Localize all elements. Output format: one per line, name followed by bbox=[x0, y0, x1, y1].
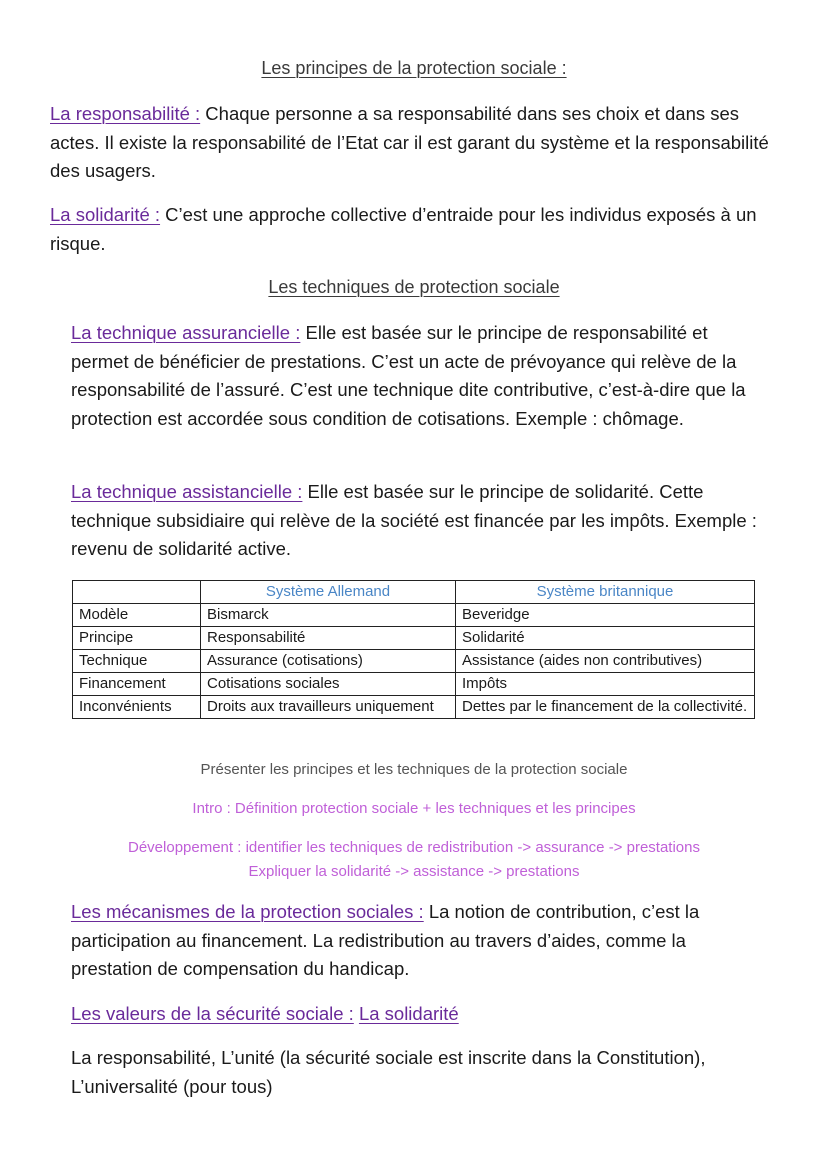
definition-assurancielle: Elle est basée sur le principe de responsabilité et permet de bénéficier de prestations. C’est un acte de prévoyance qui relève de la responsabilité de l’assuré. C’est une technique dite contributive, c’est-à-dire que la protection est accordée sous condition de cotisations. Exemple : chômage. bbox=[71, 322, 746, 429]
table-cell: Bismarck bbox=[201, 604, 456, 627]
paragraph-assurancielle bbox=[71, 319, 763, 433]
table-cell: Technique bbox=[73, 650, 201, 673]
definition-responsabilite: Chaque personne a sa responsabilité dans ses choix et dans ses actes. Il existe la responsabilité de l’Etat car il est garant du système et la responsabilité des usagers. bbox=[50, 103, 769, 181]
note-subject: Présenter les principes et les techniques de la protection sociale bbox=[200, 761, 628, 778]
table-row bbox=[73, 696, 755, 719]
title-text: Les principes de la protection sociale : bbox=[261, 58, 567, 78]
table-cell: Modèle bbox=[73, 604, 201, 627]
table-cell: Beveridge bbox=[456, 604, 755, 627]
table-cell: Dettes par le financement de la collectivité. bbox=[456, 696, 755, 719]
note-development: Développement : identifier les techniques de redistribution -> assurance -> prestations bbox=[128, 839, 700, 856]
paragraph-mecanismes bbox=[71, 898, 763, 984]
note-intro: Intro : Définition protection sociale + les techniques et les principes bbox=[192, 800, 636, 817]
table-cell: Solidarité bbox=[456, 627, 755, 650]
table-cell: Droits aux travailleurs uniquement bbox=[201, 696, 456, 719]
page-title-principes bbox=[0, 58, 828, 79]
table-cell: Cotisations sociales bbox=[201, 673, 456, 696]
table-cell: Assistance (aides non contributives) bbox=[456, 650, 755, 673]
table-cell: Inconvénients bbox=[73, 696, 201, 719]
table-header-row bbox=[73, 581, 755, 604]
table-cell: Assurance (cotisations) bbox=[201, 650, 456, 673]
table-row bbox=[73, 604, 755, 627]
term-assistancielle: La technique assistancielle : bbox=[71, 481, 303, 502]
table-header-cell: Système Allemand bbox=[201, 581, 456, 604]
definition-solidarite: C’est une approche collective d’entraide pour les individus exposés à un risque. bbox=[50, 204, 757, 254]
table-header-cell bbox=[73, 581, 201, 604]
table-row bbox=[73, 673, 755, 696]
note-development-continued: Expliquer la solidarité -> assistance -> prestations bbox=[248, 863, 580, 880]
table-row bbox=[73, 650, 755, 673]
table-cell: Principe bbox=[73, 627, 201, 650]
table-cell: Impôts bbox=[456, 673, 755, 696]
paragraph-solidarite bbox=[50, 201, 780, 258]
table-header-cell: Système britannique bbox=[456, 581, 755, 604]
title-text: Les techniques de protection sociale bbox=[268, 277, 560, 297]
value-solidarite: La solidarité bbox=[358, 1003, 459, 1024]
term-responsabilite: La responsabilité : bbox=[50, 103, 201, 124]
term-assurancielle: La technique assurancielle : bbox=[71, 322, 301, 343]
comparison-table bbox=[72, 580, 755, 719]
definition-mecanismes: La notion de contribution, c’est la participation au financement. La redistribution au travers d’aides, comme la prestation de compensation du handicap. bbox=[71, 901, 700, 979]
paragraph-assistancielle bbox=[71, 478, 763, 564]
table-row bbox=[73, 627, 755, 650]
paragraph-responsabilite bbox=[50, 100, 780, 186]
term-solidarite: La solidarité : bbox=[50, 204, 161, 225]
section-title-techniques bbox=[0, 277, 828, 298]
paragraph-valeurs-suite: La responsabilité, L’unité (la sécurité sociale est inscrite dans la Constitution), L’universalité (pour tous) bbox=[71, 1047, 706, 1097]
definition-assistancielle: Elle est basée sur le principe de solidarité. Cette technique subsidiaire qui relève de la société est financée par les impôts. Exemple : revenu de solidarité active. bbox=[71, 481, 757, 559]
term-mecanismes: Les mécanismes de la protection sociales : bbox=[71, 901, 424, 922]
term-valeurs: Les valeurs de la sécurité sociale : bbox=[71, 1003, 354, 1024]
table-cell: Responsabilité bbox=[201, 627, 456, 650]
paragraph-valeurs bbox=[71, 1000, 763, 1029]
table-cell: Financement bbox=[73, 673, 201, 696]
